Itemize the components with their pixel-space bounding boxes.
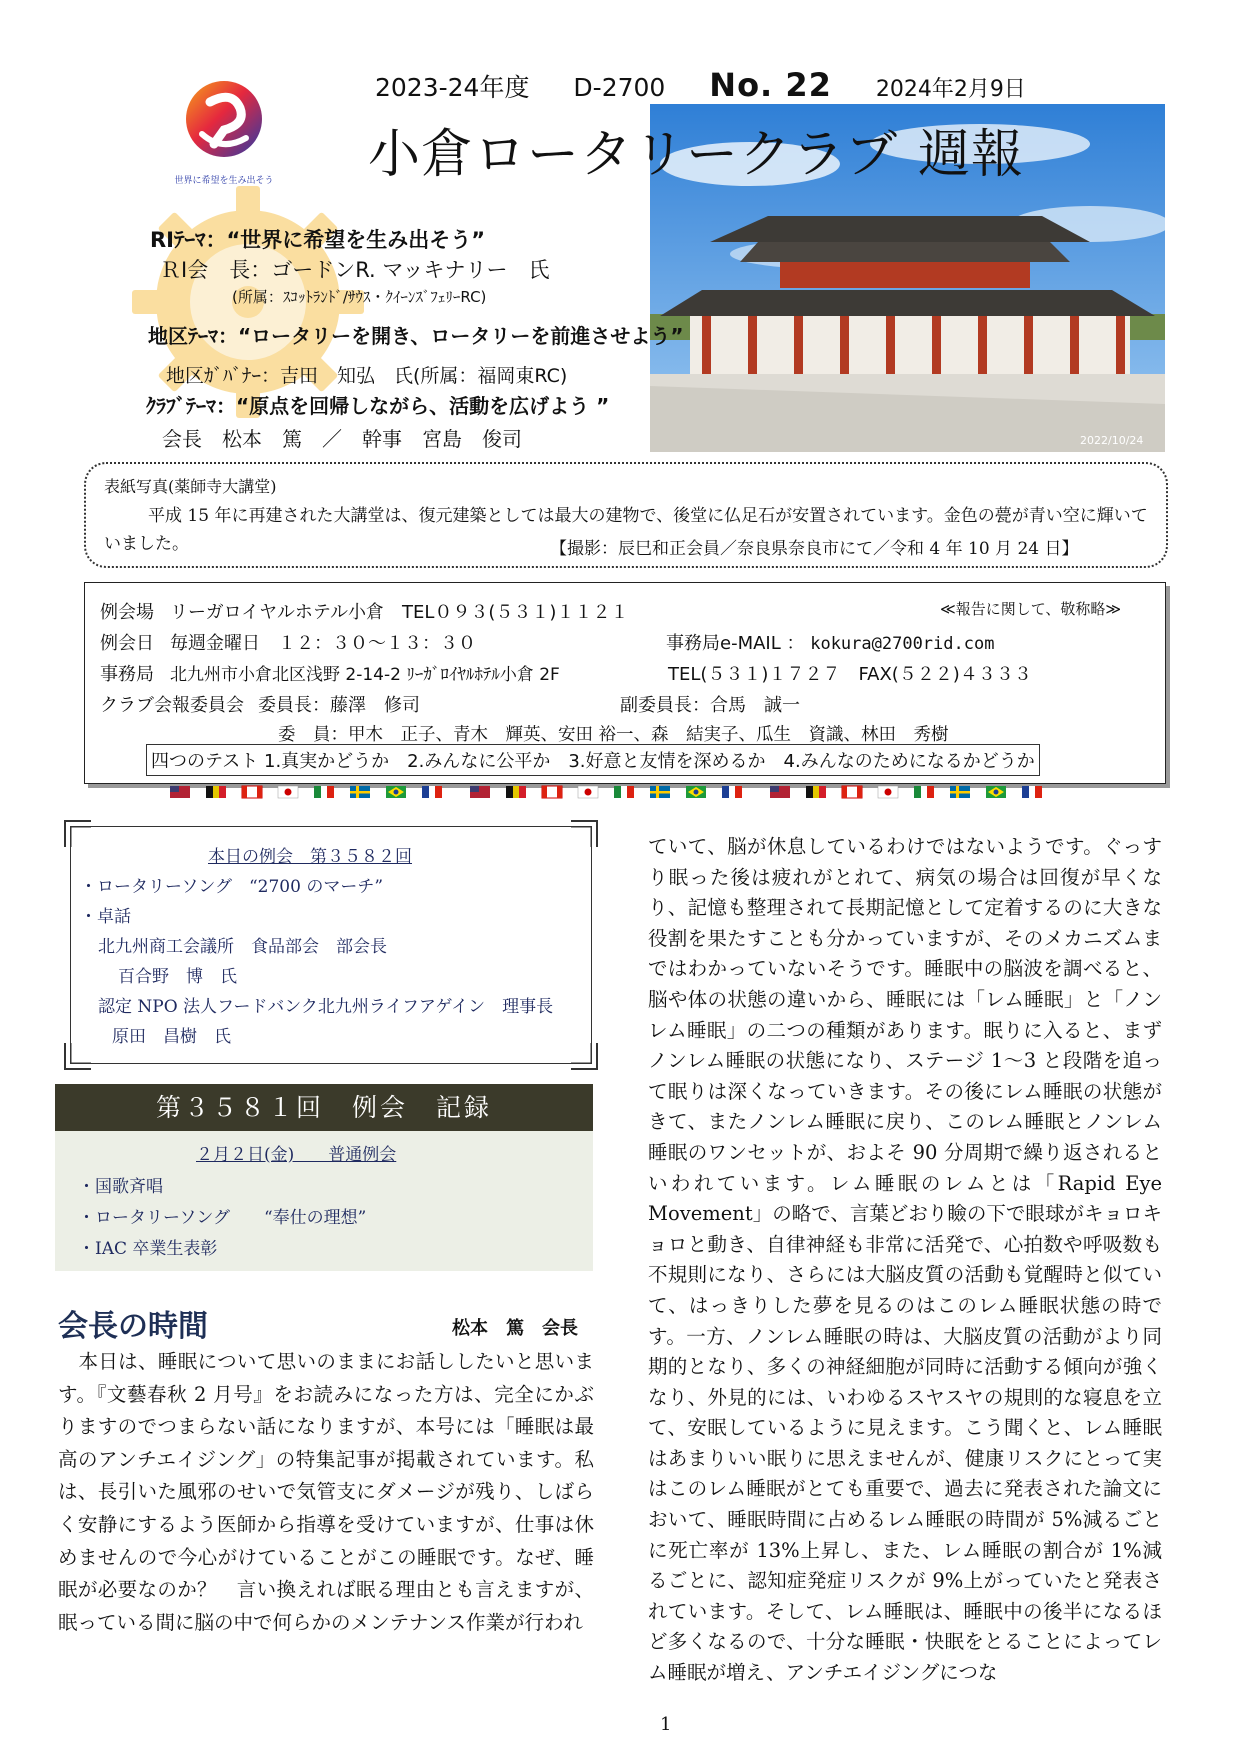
photo-date-stamp: 2022/10/24 xyxy=(1080,434,1144,447)
corner-ornament-icon xyxy=(569,819,599,849)
four-way-test: 四つのテスト 1.真実かどうか 2.みんなに公平か 3.好意と友情を深めるか 4.みんなのためになるかどうか xyxy=(146,744,1040,776)
logo-caption: 世界に希望を生み出そう xyxy=(174,176,274,186)
flags-strip-icon xyxy=(170,784,1070,800)
issue-date: 2024年2月9日 xyxy=(875,77,1026,102)
speaker-2-org: 認定 NPO 法人フードバンク北九州ライフアゲイン 理事長 xyxy=(98,997,554,1017)
office-address: 北九州市小倉北区浅野 2-14-2 ﾘｰｶﾞﾛｲﾔﾙﾎﾃﾙ小倉 2F xyxy=(170,665,560,685)
committee-members: 委 員：甲木 正子、青木 輝英、安田 裕一、森 結実子、瓜生 資識、林田 秀樹 xyxy=(278,725,949,745)
cover-caption-title: 表紙写真(薬師寺大講堂) xyxy=(104,477,277,496)
ri-theme: RⅠﾃｰﾏ：“世界に希望を生み出そう” xyxy=(150,228,486,252)
committee-row xyxy=(100,691,420,717)
district: D-2700 xyxy=(573,73,666,102)
todays-meeting-title: 本日の例会 第３５８２回 xyxy=(208,847,412,867)
today-item-talk: ・卓話 xyxy=(80,907,131,927)
speaker-2-name: 原田 昌樹 氏 xyxy=(112,1027,231,1047)
corner-ornament-icon xyxy=(63,1041,93,1071)
ri-president-affiliation: (所属：ｽｺｯﾄﾗﾝﾄﾞ/ｻｳｽ・ｸｲｰﾝｽﾞﾌｪﾘｰRC) xyxy=(232,288,487,306)
district-theme: 地区ﾃｰﾏ：“ロータリーを開き、ロータリーを前進させよう” xyxy=(148,324,684,348)
presidents-time-speaker: 松本 篤 会長 xyxy=(452,1318,578,1339)
presidents-time-text-left: 本日は、睡眠について思いのままにお話ししたいと思います。『文藝春秋 2 月号』をお読みになった方は、完全にかぶりますのでつまらない話になりますが、本号には「睡眠は最高のアンチエイジング」の特集記事が掲載されています。私は、長引いた風邪のせいで気管支にダメージが残り、しばらく安静にするよう医師から指導を受けていますが、仕事は休めませんので今心がけていることがこの睡眠です。なぜ、睡眠が必要なのか？ 言い換えれば眠る理由とも言えますが、眠っている間に脳の中で何らかのメンテナンス作業が行われ xyxy=(58,1350,594,1634)
meeting-day-value: 毎週金曜日 １２：３０～１３：３０ xyxy=(170,633,476,654)
today-item-song: ・ロータリーソング “2700 のマーチ” xyxy=(80,877,384,897)
newsletter-title xyxy=(368,112,1024,187)
cover-caption-credit: 【撮影：辰巳和正会員／奈良県奈良市にて／令和 4 年 10 月 24 日】 xyxy=(550,539,1079,559)
meeting-record-date: ２月２日(金) 普通例会 xyxy=(196,1145,397,1165)
committee-chair: 委員長：藤澤 修司 xyxy=(258,695,420,716)
speaker-1-org: 北九州商工会議所 食品部会 部会長 xyxy=(98,937,387,957)
meeting-day-row xyxy=(100,629,476,655)
email-row xyxy=(666,629,994,655)
email-label: 事務局e-MAIL ： xyxy=(666,633,805,654)
corner-ornament-icon xyxy=(569,1041,599,1071)
office-phone: TEL(５３１)１７２７ FAX(５２２)４３３３ xyxy=(668,664,1032,685)
venue-row xyxy=(100,598,628,624)
title-suffix: 週報 xyxy=(918,125,1025,185)
club-theme: ｸﾗﾌﾞﾃｰﾏ：“原点を回帰しながら、活動を広げよう ” xyxy=(146,394,610,418)
fiscal-year: 2023-24年度 xyxy=(375,73,530,102)
office-row xyxy=(100,660,560,686)
committee-vice-chair: 副委員長：合馬 誠一 xyxy=(620,695,800,716)
record-item: ・国歌斉唱 xyxy=(78,1177,163,1197)
issue-header xyxy=(375,66,1026,104)
club-officers: 会長 松本 篤 ／ 幹事 宮島 俊司 xyxy=(162,427,522,451)
rotary-theme-logo xyxy=(174,72,274,184)
record-item: ・ロータリーソング “奉仕の理想” xyxy=(78,1208,367,1228)
rotary-theme-emblem-icon xyxy=(174,72,274,167)
issue-number: No. 22 xyxy=(709,66,832,104)
email-address[interactable]: kokura@2700rid.com xyxy=(810,634,995,654)
presidents-time-heading: 会長の時間 xyxy=(58,1309,208,1344)
meeting-record-heading: 第３５８１回 例会 記録 xyxy=(55,1084,593,1131)
corner-ornament-icon xyxy=(63,819,93,849)
district-governor: 地区ｶﾞﾊﾞﾅｰ：吉田 知弘 氏(所属：福岡東RC) xyxy=(166,365,568,387)
record-item: ・IAC 卒業生表彰 xyxy=(78,1239,218,1259)
office-label: 事務局 xyxy=(100,664,154,685)
cover-caption-text: 平成 15 年に再建された大講堂は、復元建築としては最大の建物で、後堂に仏足石が安置されています。金色の甍が青い空に輝いていました。 xyxy=(104,506,1148,554)
ri-president: ＲⅠ会 長：ゴードンR. マッキナリー 氏 xyxy=(160,258,550,282)
meeting-day-label: 例会日 xyxy=(100,633,154,654)
presidents-time-text-right: ていて、脳が休息しているわけではないようです。ぐっすり眠った後は疲れがとれて、病気の場合は回復が早くなり、記憶も整理されて長期記憶として定着するのに大きな役割を果たすことも分かっていますが、そのメカニズムまではわかっていないそうです。睡眠中の脳波を調べると、脳や体の状態の違いから、睡眠には「レム睡眠」と「ノンレム睡眠」の二つの種類があります。眠りに入ると、まずノンレム睡眠の状態になり、ステージ 1～3 と段階を追って眠りは深くなっていきます。その後にレム睡眠の状態がきて、またノンレム睡眠に戻り、このレム睡眠とノンレム睡眠のワンセットが、およそ 90 分周期で繰り返されるといわれています。レム睡眠のレムとは「Rapid Eye Movement」の略で、言葉どおり瞼の下で眼球がキョロキョロと動き、自律神経も非常に活発で、心拍数や呼吸数も不規則になり、さらには大脳皮質の活動も覚醒時と似ていて、はっきりした夢を見るのはこのレム睡眠状態の時です。一方、ノンレム睡眠の時は、大脳皮質の活動がより同期的となり、多くの神経細胞が同時に活動する傾向が強くなり、外見的には、いわゆるスヤスヤの規則的な寝息を立て、安眠しているように見えます。こう聞くと、レム睡眠はあまりいい眠りに思えませんが、健康リスクにとって実はこのレム睡眠がとても重要で、過去に発表された論文において、睡眠時間に占めるレム睡眠の時間が 5%減るごとに死亡率が 13%上昇し、また、レム睡眠の割合が 1%減るごとに、認知症発症リスクが 9%上がっていたと発表されています。そして、レム睡眠は、睡眠中の後半になるほど多くなるので、十分な睡眠・快眠をとることによってレム睡眠が増え、アンチエイジングにつな xyxy=(648,835,1162,1685)
committee-label: クラブ会報委員会 xyxy=(100,695,244,716)
speaker-1-name: 百合野 博 氏 xyxy=(118,967,237,987)
venue-value: リーガロイヤルホテル小倉 TEL０９３(５３１)１１２１ xyxy=(170,602,629,623)
venue-label: 例会場 xyxy=(100,602,154,623)
club-name: 小倉ロータリークラブ xyxy=(368,125,899,185)
page-number: 1 xyxy=(660,1714,672,1735)
honorific-note: ≪報告に関して、敬称略≫ xyxy=(940,600,1122,618)
